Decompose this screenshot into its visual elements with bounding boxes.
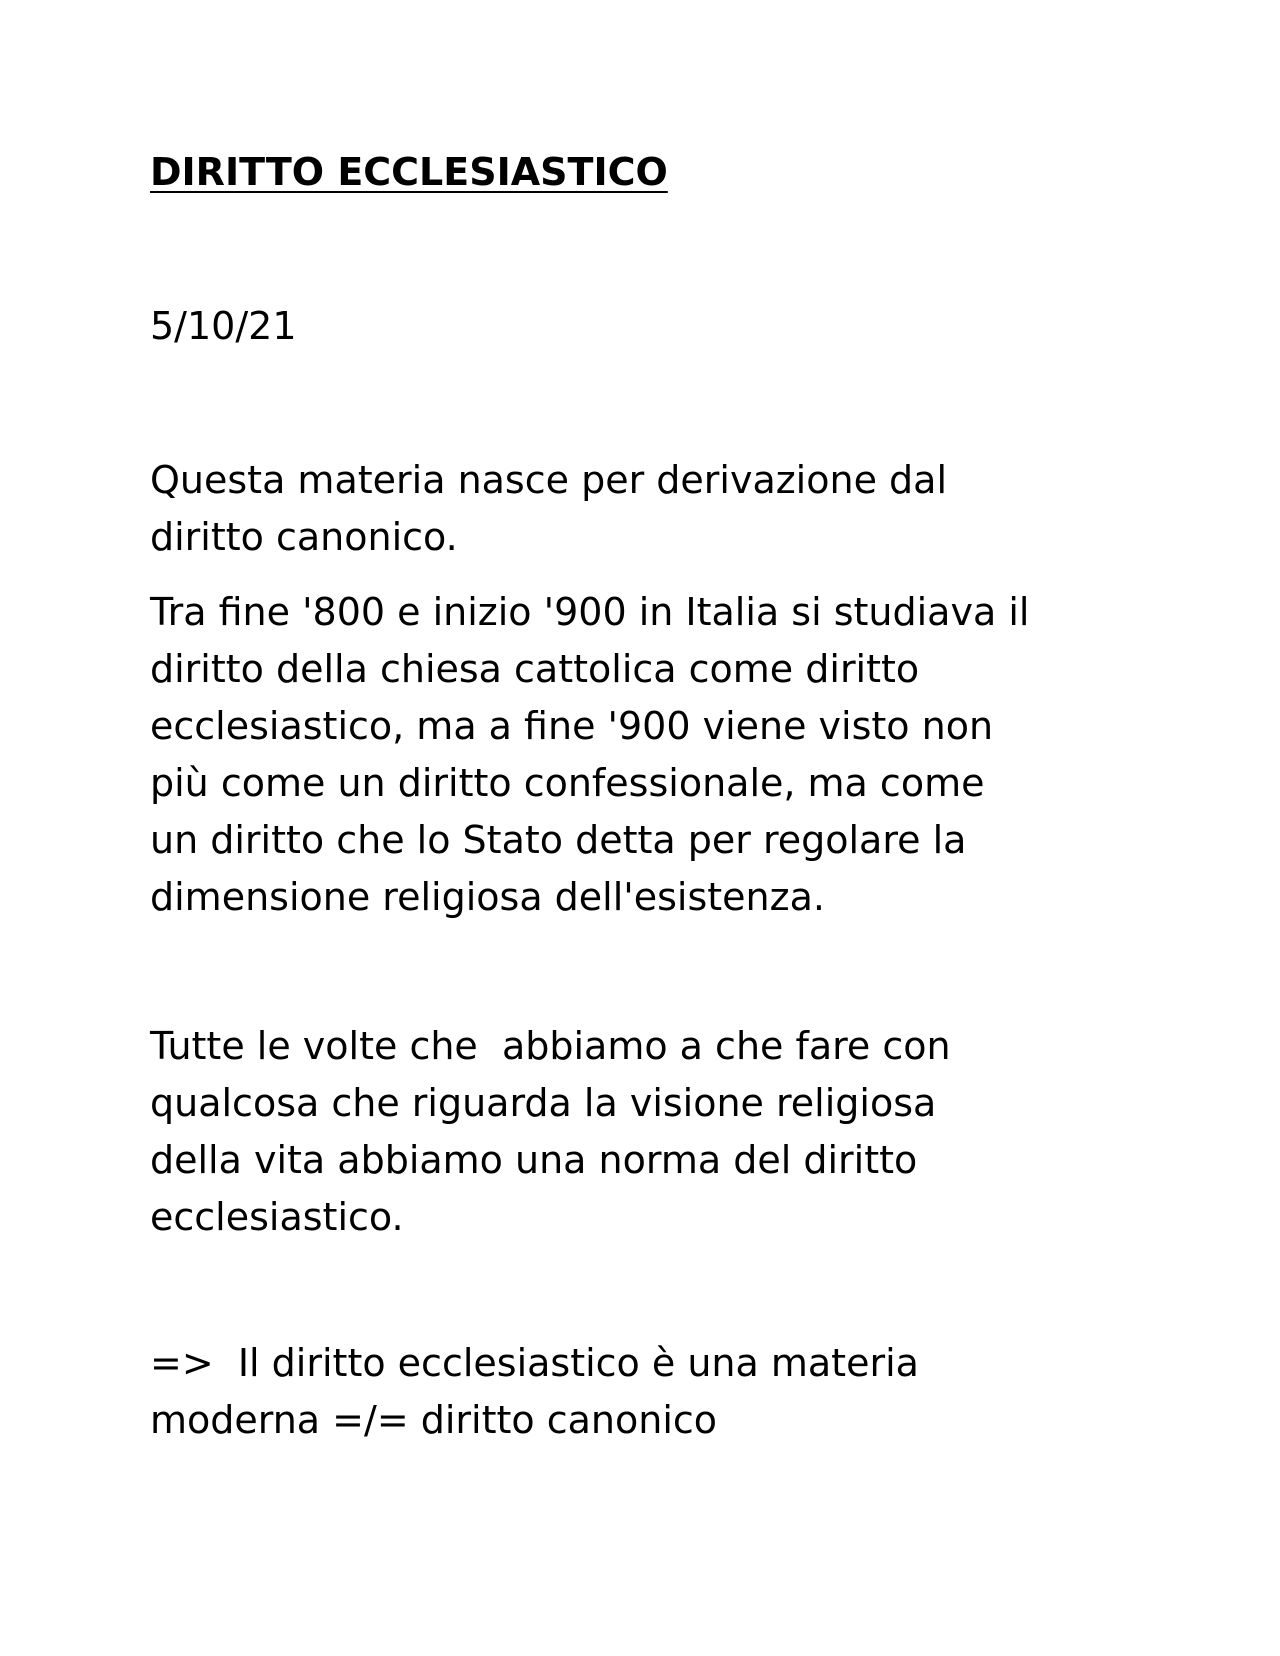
document-date: 5/10/21: [150, 304, 297, 348]
paragraph-religious-norm: Tutte le volte che abbiamo a che fare con qualcosa che riguarda la visione religiosa della vita abbiamo una norma del diritto ecclesiastico.: [150, 1024, 951, 1239]
paragraph-origin: Questa materia nasce per derivazione dal diritto canonico.: [150, 458, 947, 559]
paragraph-conclusion: => Il diritto ecclesiastico è una materia moderna =/= diritto canonico: [150, 1341, 919, 1442]
document-title: DIRITTO ECCLESIASTICO: [150, 150, 668, 194]
paragraph-history: Tra fine '800 e inizio '900 in Italia si studiava il diritto della chiesa cattolica come diritto ecclesiastico, ma a fine '900 viene visto non più come un diritto confessionale, ma come un diritto che lo Stato detta per regolare la dimensione religiosa dell'esistenza.: [150, 590, 1030, 919]
